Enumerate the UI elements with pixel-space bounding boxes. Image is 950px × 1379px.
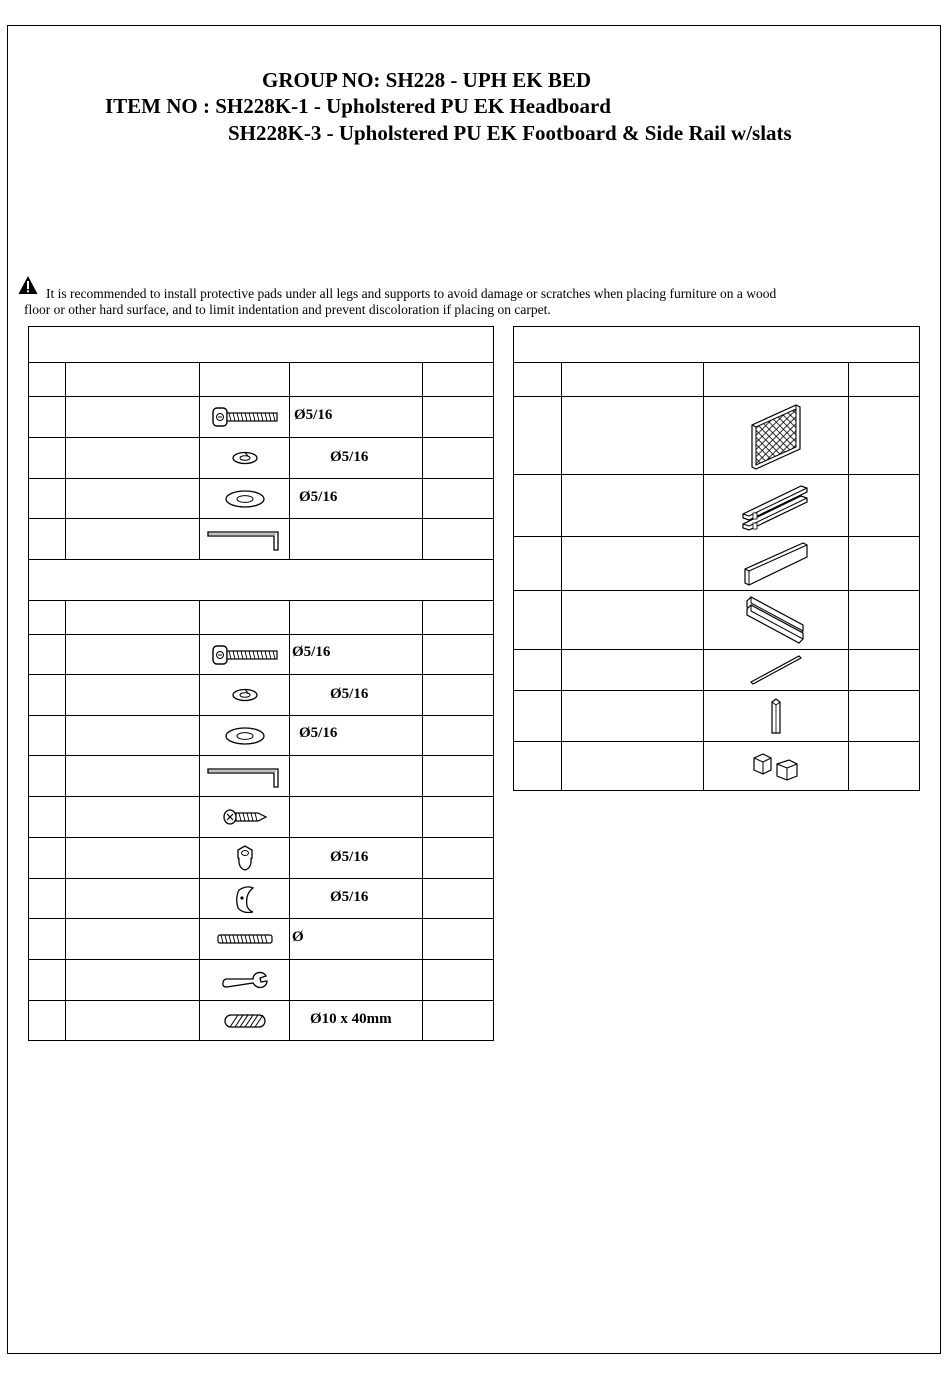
spec-text: Ø5/16 [330,849,369,865]
table-row [29,960,494,1001]
threaded-rod-icon [216,933,274,945]
wood-dowel-icon [222,1013,268,1029]
footboard-rail-icon [741,539,811,589]
table-row [29,397,494,438]
slat-icon [748,653,804,687]
item-title: ITEM NO : SH228K-1 - Upholstered PU EK Headboard [105,94,611,118]
spec-text: Ø5/16 [299,489,338,505]
hex-socket-bolt-icon [210,643,280,667]
table-row [29,797,494,838]
lock-washer-icon [229,687,261,703]
hardware-table [28,326,494,1041]
spec-text: Ø10 x 40mm [310,1011,392,1027]
table-row [514,591,920,650]
hex-socket-bolt-icon [210,405,280,429]
table-row [29,479,494,519]
barrel-nut-icon [233,844,257,872]
headboard-panel-icon [748,401,804,471]
table-row [29,1001,494,1041]
column-header-row [29,601,494,635]
warning-triangle-icon [18,275,38,295]
wrench-icon [220,968,270,992]
lock-washer-icon [229,450,261,466]
center-leg-icon [768,697,784,735]
footboard-section-header [29,560,494,601]
spec-text: Ø5/16 [292,644,331,660]
spec-text: Ø5/16 [299,725,338,741]
table-row [514,650,920,691]
flat-washer-icon [223,488,267,510]
table-row [514,397,920,475]
parts-table [513,326,920,791]
spec-text: Ø5/16 [330,889,369,905]
table-row [29,519,494,560]
headboard-section-header [29,327,494,363]
table-row [29,879,494,919]
side-rails-icon [739,480,813,532]
parts-section-header [514,327,920,363]
table-row [29,675,494,716]
allen-key-icon [206,526,284,552]
column-header-row [29,363,494,397]
phillips-screw-icon [222,808,268,826]
warning-text-line2: floor or other hard surface, and to limit indentation and prevent discoloration if placing on carpet. [24,302,551,317]
curved-nut-icon [233,884,257,914]
spec-text: Ø [292,929,304,945]
column-header-row [514,363,920,397]
slat-rails-icon [743,593,809,647]
group-title: GROUP NO: SH228 - UPH EK BED [262,68,592,92]
table-row [514,742,920,791]
table-row [29,438,494,479]
spec-text: Ø5/16 [330,686,369,702]
spec-text: Ø5/16 [294,407,333,423]
table-row [29,716,494,756]
table-row [29,635,494,675]
table-row [514,537,920,591]
brackets-icon [751,748,801,784]
table-row [29,919,494,960]
table-row [514,475,920,537]
item-title-2: SH228K-3 - Upholstered PU EK Footboard & Side Rail w/slats [228,121,792,145]
table-row [514,691,920,742]
warning-text-line1: It is recommended to install protective pads under all legs and supports to avoid damage or scratches when placing furniture on a wood [46,286,777,301]
table-row [29,838,494,879]
flat-washer-icon [223,725,267,747]
table-row [29,756,494,797]
allen-key-icon [206,763,284,789]
spec-text: Ø5/16 [330,449,369,465]
